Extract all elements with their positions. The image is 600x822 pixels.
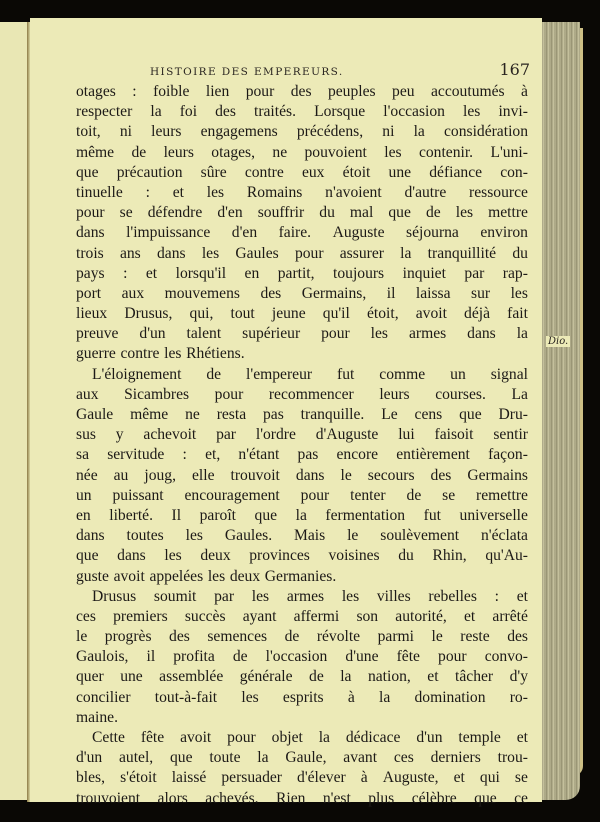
text-line: en liberté. Il paroît que la fermentation fut universelle xyxy=(76,506,528,524)
text-line: ces premiers succès ayant affermi son autorité, et arrêté xyxy=(76,607,528,625)
text-line: preuve d'un talent supérieur pour les armes dans la xyxy=(76,325,528,343)
page-block-edges xyxy=(540,22,580,800)
text-line: L'éloignement de l'empereur fut comme un signal xyxy=(92,365,528,383)
running-title: HISTOIRE DES EMPEREURS. xyxy=(150,66,344,78)
left-page-edge xyxy=(0,22,28,800)
text-line: lieux Drusus, qui, tout jeune qu'il étoit, avoit déjà fait xyxy=(76,305,528,323)
text-line: toit, ni leurs engagemens précédens, ni la considération xyxy=(76,123,528,141)
text-line: dans l'impuissance d'en faire. Auguste séjourna environ xyxy=(76,224,528,242)
text-line: dans toutes les Gaules. Mais le soulèvement n'éclata xyxy=(76,527,528,545)
text-line: sa servitude : et, n'étant pas encore entièrement façon- xyxy=(76,446,528,464)
text-line: un puissant encouragement pour tenter de se remettre xyxy=(76,486,528,504)
text-line: otages : foible lien pour des peuples peu accoutumés à xyxy=(76,83,528,100)
margin-note: Dio. xyxy=(548,336,569,347)
text-line: pour se défendre d'en souffrir du mal que de les mettre xyxy=(76,204,528,222)
text-line: sus y achevoit par l'ordre d'Auguste lui faisoit sentir xyxy=(76,426,528,444)
text-line: Gaule même ne resta pas tranquille. Le cens que Dru- xyxy=(76,406,528,423)
text-line: d'un autel, que toute la Gaule, avant ces derniers trou- xyxy=(76,749,528,767)
page-number: 167 xyxy=(499,60,530,79)
text-line: maine. xyxy=(76,708,118,726)
text-line: guerre contre les Rhétiens. xyxy=(76,345,245,363)
text-line: même de leurs otages, ne pouvoient les contenir. L'uni- xyxy=(76,143,528,161)
page-header xyxy=(140,62,530,82)
text-line: née au joug, elle trouvoit dans le secours des Germains xyxy=(76,466,528,484)
text-line: Gaulois, il profita de l'occasion d'une fête pour convo- xyxy=(76,648,528,666)
text-line: port aux mouvemens des Germains, il laissa sur les xyxy=(76,284,528,302)
text-line: trouvoient alors achevés. Rien n'est plus célèbre que ce xyxy=(76,789,528,807)
text-line: Drusus soumit par les armes les villes rebelles : et xyxy=(92,587,528,605)
text-line: quer une assemblée générale de la nation, et tâcher d'y xyxy=(76,668,528,686)
body-text xyxy=(76,82,528,809)
text-line: Cette fête avoit pour objet la dédicace d'un temple et xyxy=(92,729,528,746)
text-line: aux Sicambres pour recommencer leurs courses. La xyxy=(76,385,528,403)
text-line: que dans les deux provinces voisines du Rhin, qu'Au- xyxy=(76,547,528,565)
text-line: tinuelle : et les Romains n'avoient d'autre ressource xyxy=(76,183,528,201)
text-line: le progrès des semences de révolte parmi le reste des xyxy=(76,628,528,646)
text-line: respecter la foi des traités. Lorsque l'occasion les invi- xyxy=(76,103,528,121)
text-line: guste avoit appelées les deux Germanies. xyxy=(76,567,337,585)
text-line: bles, s'étoit laissé persuader d'élever à Auguste, et qui se xyxy=(76,769,528,787)
text-line: pays : et lorsqu'il en partit, toujours inquiet par rap- xyxy=(76,264,528,282)
text-line: que précaution sûre contre eux étoit une défiance con- xyxy=(76,163,528,181)
text-line: concilier tout-à-fait les esprits à la domination ro- xyxy=(76,688,528,706)
text-line: trois ans dans les Gaules pour assurer la tranquillité du xyxy=(76,244,528,262)
